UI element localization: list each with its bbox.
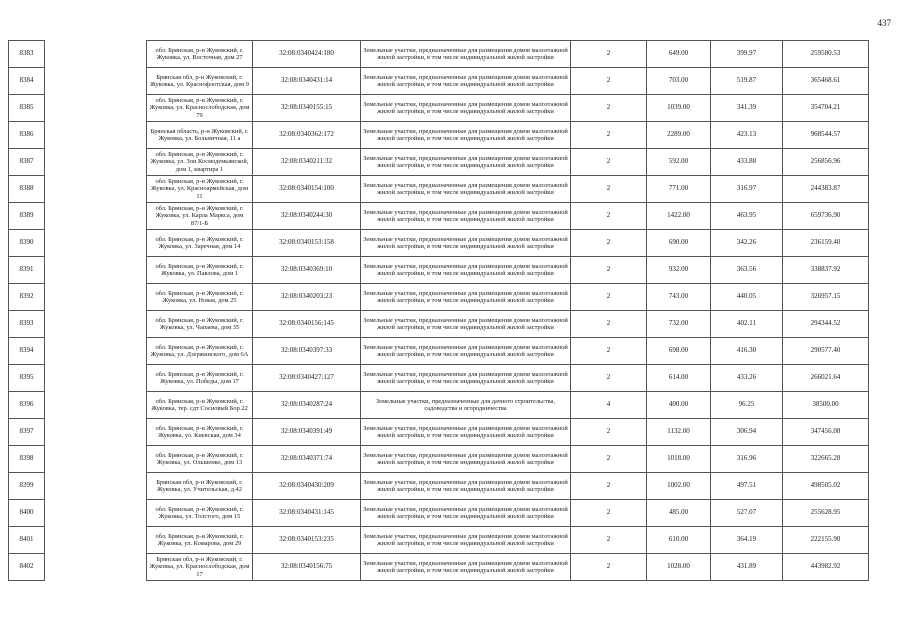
gap-cell [45, 392, 147, 419]
cadastral-value-cell: 256856.96 [783, 149, 869, 176]
cadastral-value-cell: 259580.53 [783, 41, 869, 68]
area-cell: 1002.00 [647, 473, 711, 500]
address-cell: обл. Брянская, р-н Жуковский, г. Жуковка, ул. Павлова, дом 1 [147, 257, 253, 284]
table-row [9, 176, 869, 203]
cadastral-number-cell: 32:08:0340153:235 [253, 527, 361, 554]
land-purpose-cell: Земельные участки, предназначенные для размещения домов малоэтажной жилой застройки, в том числе индивидуальной жилой застройки [361, 230, 571, 257]
specific-value-cell: 433.88 [711, 149, 783, 176]
row-number: 8389 [9, 203, 45, 230]
table-row [9, 41, 869, 68]
row-number: 8395 [9, 365, 45, 392]
row-number: 8399 [9, 473, 45, 500]
land-purpose-cell: Земельные участки, предназначенные для размещения домов малоэтажной жилой застройки, в том числе индивидуальной жилой застройки [361, 257, 571, 284]
land-purpose-cell: Земельные участки, предназначенные для размещения домов малоэтажной жилой застройки, в том числе индивидуальной жилой застройки [361, 95, 571, 122]
table-row [9, 203, 869, 230]
table-row [9, 500, 869, 527]
specific-value-cell: 316.97 [711, 176, 783, 203]
gap-cell [45, 176, 147, 203]
cadastral-number-cell: 32:08:0340371:74 [253, 446, 361, 473]
cadastral-value-cell: 498505.02 [783, 473, 869, 500]
cadastral-value-cell: 968544.57 [783, 122, 869, 149]
specific-value-cell: 433.26 [711, 365, 783, 392]
cadastral-value-cell: 38500.00 [783, 392, 869, 419]
gap-cell [45, 554, 147, 581]
cadastral-number-cell: 32:08:0340153:158 [253, 230, 361, 257]
specific-value-cell: 399.97 [711, 41, 783, 68]
table-row [9, 257, 869, 284]
area-cell: 485.00 [647, 500, 711, 527]
address-cell: обл. Брянская, р-н Жуковский, г. Жуковка, ул. Комарова, дом 29 [147, 527, 253, 554]
cadastral-number-cell: 32:08:0340155:15 [253, 95, 361, 122]
gap-cell [45, 41, 147, 68]
land-purpose-cell: Земельные участки, предназначенные для размещения домов малоэтажной жилой застройки, в том числе индивидуальной жилой застройки [361, 41, 571, 68]
area-cell: 2289.00 [647, 122, 711, 149]
gap-cell [45, 500, 147, 527]
row-number: 8385 [9, 95, 45, 122]
group-cell: 2 [571, 500, 647, 527]
group-cell: 2 [571, 527, 647, 554]
area-cell: 743.00 [647, 284, 711, 311]
row-number: 8401 [9, 527, 45, 554]
address-cell: обл. Брянская, р-н Жуковский, г. Жуковка, ул. Чапаева, дом 35 [147, 311, 253, 338]
cadastral-number-cell: 32:08:0340431:145 [253, 500, 361, 527]
cadastral-value-cell: 659736.90 [783, 203, 869, 230]
cadastral-value-cell: 326957.15 [783, 284, 869, 311]
specific-value-cell: 96.25 [711, 392, 783, 419]
specific-value-cell: 306.94 [711, 419, 783, 446]
cadastral-number-cell: 32:08:0340369:10 [253, 257, 361, 284]
land-purpose-cell: Земельные участки, предназначенные для размещения домов малоэтажной жилой застройки, в том числе индивидуальной жилой застройки [361, 203, 571, 230]
specific-value-cell: 431.89 [711, 554, 783, 581]
gap-cell [45, 68, 147, 95]
land-purpose-cell: Земельные участки, предназначенные для размещения домов малоэтажной жилой застройки, в том числе индивидуальной жилой застройки [361, 149, 571, 176]
row-number: 8390 [9, 230, 45, 257]
cadastral-value-cell: 347456.08 [783, 419, 869, 446]
area-cell: 1028.00 [647, 554, 711, 581]
group-cell: 2 [571, 446, 647, 473]
land-purpose-cell: Земельные участки, предназначенные для дачного строительства, садоводства и огородничества [361, 392, 571, 419]
cadastral-value-cell: 338837.92 [783, 257, 869, 284]
cadastral-number-cell: 32:08:0340391:49 [253, 419, 361, 446]
group-cell: 2 [571, 149, 647, 176]
area-cell: 732.00 [647, 311, 711, 338]
cadastral-value-cell: 222155.90 [783, 527, 869, 554]
cadastral-value-cell: 236159.40 [783, 230, 869, 257]
row-number: 8391 [9, 257, 45, 284]
specific-value-cell: 402.11 [711, 311, 783, 338]
address-cell: Брянская область, р-н Жуковский, г. Жуковка, ул. Больничная, 11 а [147, 122, 253, 149]
group-cell: 2 [571, 257, 647, 284]
cadastral-value-cell: 322665.28 [783, 446, 869, 473]
group-cell: 2 [571, 338, 647, 365]
table-row [9, 230, 869, 257]
table-row [9, 338, 869, 365]
area-cell: 690.00 [647, 230, 711, 257]
area-cell: 1018.00 [647, 446, 711, 473]
cadastral-number-cell: 32:08:0340397:33 [253, 338, 361, 365]
group-cell: 2 [571, 41, 647, 68]
row-number: 8393 [9, 311, 45, 338]
area-cell: 649.00 [647, 41, 711, 68]
row-number: 8402 [9, 554, 45, 581]
table-row [9, 554, 869, 581]
area-cell: 932.00 [647, 257, 711, 284]
land-purpose-cell: Земельные участки, предназначенные для размещения домов малоэтажной жилой застройки, в том числе индивидуальной жилой застройки [361, 473, 571, 500]
address-cell: Брянская обл, р-н Жуковский, г. Жуковка, ул. Учительская, д.42 [147, 473, 253, 500]
cadastral-value-cell: 443982.92 [783, 554, 869, 581]
table-row [9, 68, 869, 95]
address-cell: обл. Брянская, р-н Жуковский, г. Жуковка, ул. Красноармейская, дом 11 [147, 176, 253, 203]
cadastral-number-cell: 32:08:0340156:145 [253, 311, 361, 338]
row-number: 8396 [9, 392, 45, 419]
land-purpose-cell: Земельные участки, предназначенные для размещения домов малоэтажной жилой застройки, в том числе индивидуальной жилой застройки [361, 365, 571, 392]
row-number: 8383 [9, 41, 45, 68]
group-cell: 2 [571, 365, 647, 392]
table-row [9, 446, 869, 473]
address-cell: обл. Брянская, р-н Жуковский, г. Жуковка, ул. Новая, дом 25 [147, 284, 253, 311]
gap-cell [45, 446, 147, 473]
area-cell: 1132.00 [647, 419, 711, 446]
row-number: 8384 [9, 68, 45, 95]
land-purpose-cell: Земельные участки, предназначенные для размещения домов малоэтажной жилой застройки, в том числе индивидуальной жилой застройки [361, 446, 571, 473]
cadastral-value-cell: 290577.40 [783, 338, 869, 365]
group-cell: 2 [571, 95, 647, 122]
cadastral-value-cell: 255628.95 [783, 500, 869, 527]
address-cell: обл. Брянская, р-н Жуковский, г. Жуковка, ул. Киевская, дом 34 [147, 419, 253, 446]
row-number: 8386 [9, 122, 45, 149]
group-cell: 2 [571, 68, 647, 95]
area-cell: 610.00 [647, 527, 711, 554]
gap-cell [45, 149, 147, 176]
area-cell: 614.00 [647, 365, 711, 392]
cadastral-value-cell: 354704.21 [783, 95, 869, 122]
land-plots-table [8, 40, 869, 581]
row-number: 8394 [9, 338, 45, 365]
group-cell: 2 [571, 473, 647, 500]
cadastral-number-cell: 32:08:0340244:30 [253, 203, 361, 230]
area-cell: 400.00 [647, 392, 711, 419]
table-row [9, 473, 869, 500]
group-cell: 4 [571, 392, 647, 419]
cadastral-number-cell: 32:08:0340424:180 [253, 41, 361, 68]
specific-value-cell: 316.96 [711, 446, 783, 473]
table-row [9, 122, 869, 149]
area-cell: 592.00 [647, 149, 711, 176]
land-purpose-cell: Земельные участки, предназначенные для размещения домов малоэтажной жилой застройки, в том числе индивидуальной жилой застройки [361, 284, 571, 311]
land-purpose-cell: Земельные участки, предназначенные для размещения домов малоэтажной жилой застройки, в том числе индивидуальной жилой застройки [361, 176, 571, 203]
gap-cell [45, 122, 147, 149]
address-cell: обл. Брянская, р-н Жуковский, г. Жуковка, ул. Дзержинского, дом 6А [147, 338, 253, 365]
specific-value-cell: 440.05 [711, 284, 783, 311]
gap-cell [45, 95, 147, 122]
cadastral-value-cell: 294344.52 [783, 311, 869, 338]
land-purpose-cell: Земельные участки, предназначенные для размещения домов малоэтажной жилой застройки, в том числе индивидуальной жилой застройки [361, 122, 571, 149]
table-row [9, 149, 869, 176]
gap-cell [45, 203, 147, 230]
address-cell: обл. Брянская, р-н Жуковский, г. Жуковка, ул. Зои Космодемьянской, дом 1, квартира 1 [147, 149, 253, 176]
row-number: 8388 [9, 176, 45, 203]
gap-cell [45, 230, 147, 257]
land-purpose-cell: Земельные участки, предназначенные для размещения домов малоэтажной жилой застройки, в том числе индивидуальной жилой застройки [361, 500, 571, 527]
gap-cell [45, 527, 147, 554]
table-row [9, 527, 869, 554]
area-cell: 1422.00 [647, 203, 711, 230]
specific-value-cell: 342.26 [711, 230, 783, 257]
specific-value-cell: 497.51 [711, 473, 783, 500]
cadastral-number-cell: 32:08:0340203:23 [253, 284, 361, 311]
group-cell: 2 [571, 203, 647, 230]
group-cell: 2 [571, 176, 647, 203]
table-row [9, 365, 869, 392]
cadastral-number-cell: 32:08:0340362:172 [253, 122, 361, 149]
cadastral-number-cell: 32:08:0340427:127 [253, 365, 361, 392]
gap-cell [45, 473, 147, 500]
area-cell: 703.00 [647, 68, 711, 95]
gap-cell [45, 257, 147, 284]
row-number: 8392 [9, 284, 45, 311]
specific-value-cell: 463.95 [711, 203, 783, 230]
area-cell: 698.00 [647, 338, 711, 365]
cadastral-value-cell: 244383.87 [783, 176, 869, 203]
specific-value-cell: 341.39 [711, 95, 783, 122]
specific-value-cell: 416.30 [711, 338, 783, 365]
area-cell: 1039.00 [647, 95, 711, 122]
specific-value-cell: 363.56 [711, 257, 783, 284]
page-number: 437 [877, 18, 891, 28]
table-row [9, 419, 869, 446]
gap-cell [45, 284, 147, 311]
table-body [9, 41, 869, 581]
gap-cell [45, 419, 147, 446]
table-row [9, 392, 869, 419]
group-cell: 2 [571, 554, 647, 581]
cadastral-number-cell: 32:08:0340154:100 [253, 176, 361, 203]
row-number: 8397 [9, 419, 45, 446]
address-cell: обл. Брянская, р-н Жуковский, г. Жуковка, ул. Карла Маркса, дом 87/1-Б [147, 203, 253, 230]
cadastral-number-cell: 32:08:0340430:209 [253, 473, 361, 500]
specific-value-cell: 519.87 [711, 68, 783, 95]
specific-value-cell: 364.19 [711, 527, 783, 554]
group-cell: 2 [571, 419, 647, 446]
row-number: 8400 [9, 500, 45, 527]
group-cell: 2 [571, 230, 647, 257]
row-number: 8387 [9, 149, 45, 176]
group-cell: 2 [571, 122, 647, 149]
address-cell: Брянская обл, р-н Жуковский, г. Жуковка, ул. Краснослободская, дом 17 [147, 554, 253, 581]
address-cell: обл. Брянская, р-н Жуковский, г. Жуковка, ул. Заречная, дом 14 [147, 230, 253, 257]
address-cell: обл. Брянская, р-н Жуковский, г. Жуковка, ул. Толстого, дом 15 [147, 500, 253, 527]
gap-cell [45, 338, 147, 365]
cadastral-value-cell: 365468.61 [783, 68, 869, 95]
address-cell: обл. Брянская, р-н Жуковский, г. Жуковка, ул. Победы, дом 17 [147, 365, 253, 392]
cadastral-number-cell: 32:08:0340431:14 [253, 68, 361, 95]
cadastral-number-cell: 32:08:0340156:75 [253, 554, 361, 581]
land-purpose-cell: Земельные участки, предназначенные для размещения домов малоэтажной жилой застройки, в том числе индивидуальной жилой застройки [361, 68, 571, 95]
land-purpose-cell: Земельные участки, предназначенные для размещения домов малоэтажной жилой застройки, в том числе индивидуальной жилой застройки [361, 338, 571, 365]
specific-value-cell: 527.07 [711, 500, 783, 527]
group-cell: 2 [571, 284, 647, 311]
land-purpose-cell: Земельные участки, предназначенные для размещения домов малоэтажной жилой застройки, в том числе индивидуальной жилой застройки [361, 527, 571, 554]
land-purpose-cell: Земельные участки, предназначенные для размещения домов малоэтажной жилой застройки, в том числе индивидуальной жилой застройки [361, 311, 571, 338]
cadastral-number-cell: 32:08:0340287:24 [253, 392, 361, 419]
table-row [9, 95, 869, 122]
cadastral-number-cell: 32:08:0340211:32 [253, 149, 361, 176]
address-cell: обл. Брянская, р-н Жуковский, г. Жуковка, ул. Ольшенко, дом 13 [147, 446, 253, 473]
table-row [9, 284, 869, 311]
address-cell: обл. Брянская, р-н Жуковский, г. Жуковка, ул. Краснослободская, дом 79 [147, 95, 253, 122]
gap-cell [45, 311, 147, 338]
specific-value-cell: 423.13 [711, 122, 783, 149]
group-cell: 2 [571, 311, 647, 338]
row-number: 8398 [9, 446, 45, 473]
address-cell: Брянская обл, р-н Жуковский, г. Жуковка, ул. Краснофлотская, дом 9 [147, 68, 253, 95]
land-purpose-cell: Земельные участки, предназначенные для размещения домов малоэтажной жилой застройки, в том числе индивидуальной жилой застройки [361, 554, 571, 581]
address-cell: обл. Брянская, р-н Жуковский, г. Жуковка, ул. Восточная, дом 27 [147, 41, 253, 68]
gap-cell [45, 365, 147, 392]
table-row [9, 311, 869, 338]
land-purpose-cell: Земельные участки, предназначенные для размещения домов малоэтажной жилой застройки, в том числе индивидуальной жилой застройки [361, 419, 571, 446]
address-cell: обл. Брянская, р-н Жуковский, г. Жуковка, тер. сдт Сосновый Бор 22 [147, 392, 253, 419]
cadastral-value-cell: 266021.64 [783, 365, 869, 392]
area-cell: 771.00 [647, 176, 711, 203]
